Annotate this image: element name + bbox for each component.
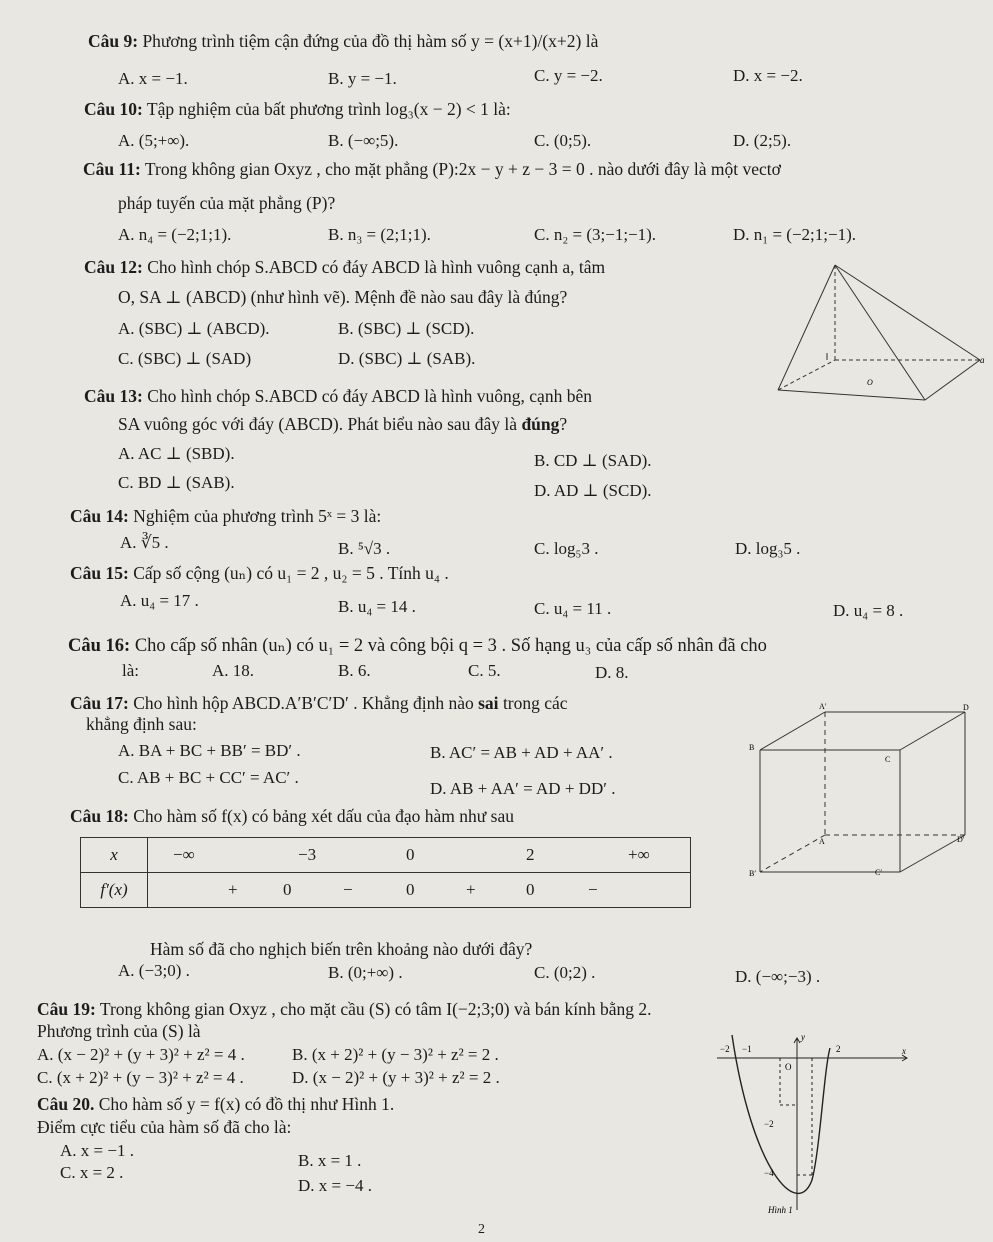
- pyramid-figure: [775, 255, 990, 415]
- q13-text2b: đúng: [521, 414, 560, 434]
- q13-text: Cho hình chóp S.ABCD có đáy ABCD là hình vuông, cạnh bên: [147, 386, 592, 406]
- function-graph-figure: [712, 1030, 912, 1220]
- q10-title: Câu 10:: [84, 99, 143, 119]
- box-label-a1: A′: [819, 702, 827, 711]
- sign-table-row1: [148, 838, 691, 873]
- sign-table: [80, 837, 691, 908]
- graph-label-neg2x: −2: [720, 1044, 730, 1054]
- q20-opt-b: B. x = 1 .: [298, 1151, 362, 1170]
- q13-text2c: ?: [559, 414, 568, 434]
- q19-opt-b: B. (x + 2)² + (y − 3)² + z² = 2 .: [292, 1045, 499, 1064]
- q17-text-end: trong các: [498, 693, 568, 713]
- x-val-2: 2: [526, 845, 535, 864]
- q9-opt-b: B. y = −1.: [328, 69, 397, 88]
- q9-opt-d: D. x = −2.: [733, 66, 803, 85]
- q16-opt-a: A. 18.: [212, 661, 255, 680]
- q14-text: Nghiệm của phương trình 5ˣ = 3 là:: [133, 506, 382, 526]
- q10-stem: [84, 98, 511, 120]
- q9-title: Câu 9:: [88, 31, 139, 51]
- q18-opt-a: A. (−3;0) .: [118, 961, 190, 980]
- q10-opt-c: C. (0;5).: [534, 131, 592, 150]
- sign-table-row2: [148, 873, 691, 908]
- q12-opt-c: C. (SBC) ⊥ (SAD): [118, 349, 252, 368]
- q16-lead: là:: [122, 661, 139, 680]
- q9-opt-c: C. y = −2.: [534, 66, 603, 85]
- q10-text: Tập nghiệm của bất phương trình log₃(x − 2) < 1 là:: [146, 99, 511, 119]
- q15-text: Cấp số cộng (uₙ) có u₁ = 2 , u₂ = 5 . Tính u₄ .: [133, 563, 449, 583]
- sign-2: 0: [283, 880, 292, 899]
- q17-bold: sai: [478, 693, 499, 713]
- sign-table-fprime: f′(x): [81, 873, 148, 908]
- q12-title: Câu 12:: [84, 257, 143, 277]
- sign-table-x: x: [81, 838, 148, 873]
- q13-opt-b: B. CD ⊥ (SAD).: [534, 451, 652, 470]
- q15-stem: [70, 562, 449, 584]
- q16-text: Cho cấp số nhân (uₙ) có u₁ = 2 và công bội q = 3 . Số hạng u₃ của cấp số nhân đã cho: [134, 636, 767, 656]
- q18-stem-2: Hàm số đã cho nghịch biến trên khoảng nào dưới đây?: [150, 939, 533, 959]
- q18-opt-c: C. (0;2) .: [534, 963, 596, 982]
- q14-opt-d: D. log₃5 .: [735, 539, 801, 558]
- q13-opt-c: C. BD ⊥ (SAB).: [118, 473, 235, 492]
- q11-opt-d: D. n₁ = (−2;1;−1).: [733, 225, 856, 244]
- x-val-neg3: −3: [298, 845, 317, 864]
- q12-stem-2: O, SA ⊥ (ABCD) (như hình vẽ). Mệnh đề nào sau đây là đúng?: [118, 287, 568, 307]
- q10-opt-a: A. (5;+∞).: [118, 131, 190, 150]
- q13-opt-d: D. AD ⊥ (SCD).: [534, 481, 652, 500]
- q13-stem-2: [118, 413, 567, 435]
- q15-opt-c: C. u₄ = 11 .: [534, 599, 612, 618]
- x-neg-inf: −∞: [173, 845, 195, 864]
- q14-opt-a: A. ∛5 .: [120, 533, 169, 552]
- q11-text: Trong không gian Oxyz , cho mặt phẳng (P):2x − y + z − 3 = 0 . nào dưới đây là một vectơ: [144, 159, 781, 179]
- graph-label-x: x: [902, 1046, 906, 1056]
- graph-label-neg2y: −2: [764, 1119, 774, 1129]
- sign-7: −: [588, 880, 598, 899]
- graph-label-o: O: [785, 1062, 792, 1072]
- pyramid-label-a: a: [980, 355, 985, 365]
- q12-text: Cho hình chóp S.ABCD có đáy ABCD là hình vuông cạnh a, tâm: [147, 257, 606, 277]
- sign-1: +: [228, 880, 238, 899]
- q18-opt-d: D. (−∞;−3) .: [735, 967, 821, 986]
- q20-text: Cho hàm số y = f(x) có đồ thị như Hình 1.: [98, 1094, 395, 1114]
- q17-opt-a: A. BA + BC + BB′ = BD′ .: [118, 741, 301, 760]
- q9-text: Phương trình tiệm cận đứng của đồ thị hàm số y = (x+1)/(x+2) là: [142, 31, 599, 51]
- q17-opt-d: D. AB + AA′ = AD + DD′ .: [430, 779, 616, 798]
- q11-stem: [83, 158, 781, 180]
- q14-stem: [70, 505, 381, 527]
- q19-opt-c: C. (x + 2)² + (y − 3)² + z² = 4 .: [37, 1068, 244, 1087]
- sign-4: 0: [406, 880, 415, 899]
- q17-title: Câu 17:: [70, 693, 129, 713]
- q11-stem-2: pháp tuyến của mặt phẳng (P)?: [118, 193, 336, 213]
- graph-label-neg1x: −1: [742, 1044, 752, 1054]
- graph-label-2x: 2: [836, 1044, 841, 1054]
- q20-opt-d: D. x = −4 .: [298, 1176, 372, 1195]
- q16-opt-c: C. 5.: [468, 661, 501, 680]
- x-val-0: 0: [406, 845, 415, 864]
- q19-text: Trong không gian Oxyz , cho mặt cầu (S) có tâm I(−2;3;0) và bán kính bằng 2.: [99, 999, 652, 1019]
- q11-opt-b: B. n₃ = (2;1;1).: [328, 225, 431, 244]
- q19-title: Câu 19:: [37, 999, 96, 1019]
- q19-opt-a: A. (x − 2)² + (y + 3)² + z² = 4 .: [37, 1045, 245, 1064]
- q18-text: Cho hàm số f(x) có bảng xét dấu của đạo hàm như sau: [133, 806, 514, 826]
- graph-caption: Hình 1: [768, 1205, 793, 1215]
- q12-opt-b: B. (SBC) ⊥ (SCD).: [338, 319, 475, 338]
- q12-opt-d: D. (SBC) ⊥ (SAB).: [338, 349, 476, 368]
- box-figure: [735, 700, 975, 890]
- q17-text: Cho hình hộp ABCD.A′B′C′D′ . Khẳng định nào: [133, 693, 479, 713]
- box-label-d: D: [963, 703, 969, 712]
- q13-stem: [84, 385, 592, 407]
- q17-opt-b: B. AC′ = AB + AD + AA′ .: [430, 743, 613, 762]
- x-pos-inf: +∞: [628, 845, 650, 864]
- q13-title: Câu 13:: [84, 386, 143, 406]
- box-label-d1: D′: [957, 835, 965, 844]
- q11-opt-c: C. n₂ = (3;−1;−1).: [534, 225, 657, 244]
- q10-opt-d: D. (2;5).: [733, 131, 792, 150]
- q12-opt-a: A. (SBC) ⊥ (ABCD).: [118, 319, 270, 338]
- box-label-b: B: [749, 743, 755, 752]
- q18-title: Câu 18:: [70, 806, 129, 826]
- q14-opt-b: B. ⁵√3 .: [338, 539, 391, 558]
- box-label-a: A: [819, 837, 825, 846]
- q11-opt-a: A. n₄ = (−2;1;1).: [118, 225, 232, 244]
- q13-opt-a: A. AC ⊥ (SBD).: [118, 444, 235, 463]
- q20-opt-c: C. x = 2 .: [60, 1163, 124, 1182]
- q14-title: Câu 14:: [70, 506, 129, 526]
- sign-5: +: [466, 880, 476, 899]
- q11-title: Câu 11:: [83, 159, 141, 179]
- q13-text2a: SA vuông góc với đáy (ABCD). Phát biểu nào sau đây là: [118, 414, 522, 434]
- q16-opt-b: B. 6.: [338, 661, 371, 680]
- q15-opt-b: B. u₄ = 14 .: [338, 597, 416, 616]
- q20-opt-a: A. x = −1 .: [60, 1141, 134, 1160]
- q20-stem-2: Điểm cực tiểu của hàm số đã cho là:: [37, 1117, 292, 1137]
- q18-opt-b: B. (0;+∞) .: [328, 963, 403, 982]
- q16-opt-d: D. 8.: [595, 663, 629, 682]
- pyramid-label-o: O: [867, 378, 873, 387]
- q9-stem: [88, 30, 598, 52]
- q9-opt-a: A. x = −1.: [118, 69, 188, 88]
- box-label-c: C: [885, 755, 891, 764]
- graph-label-y: y: [801, 1032, 805, 1042]
- q19-opt-d: D. (x − 2)² + (y + 3)² + z² = 2 .: [292, 1068, 500, 1087]
- q16-title: Câu 16:: [68, 636, 131, 656]
- q15-opt-d: D. u₄ = 8 .: [833, 601, 904, 620]
- q17-stem-2: khẳng định sau:: [86, 714, 197, 734]
- q17-stem: [70, 692, 568, 714]
- box-label-c1: C′: [875, 868, 883, 877]
- q20-stem: [37, 1093, 394, 1115]
- q15-title: Câu 15:: [70, 563, 129, 583]
- q16-stem: [68, 635, 767, 657]
- q19-stem-2: Phương trình của (S) là: [37, 1021, 201, 1041]
- sign-6: 0: [526, 880, 535, 899]
- q18-stem: [70, 805, 514, 827]
- q10-opt-b: B. (−∞;5).: [328, 131, 399, 150]
- q14-opt-c: C. log₅3 .: [534, 539, 599, 558]
- q12-stem: [84, 256, 605, 278]
- sign-3: −: [343, 880, 353, 899]
- box-label-b1: B′: [749, 869, 757, 878]
- graph-label-neg4y: −4: [764, 1168, 774, 1178]
- q17-opt-c: C. AB + BC + CC′ = AC′ .: [118, 768, 299, 787]
- q15-opt-a: A. u₄ = 17 .: [120, 591, 199, 610]
- page-number: 2: [478, 1222, 485, 1237]
- q20-title: Câu 20.: [37, 1094, 95, 1114]
- q19-stem: [37, 998, 652, 1020]
